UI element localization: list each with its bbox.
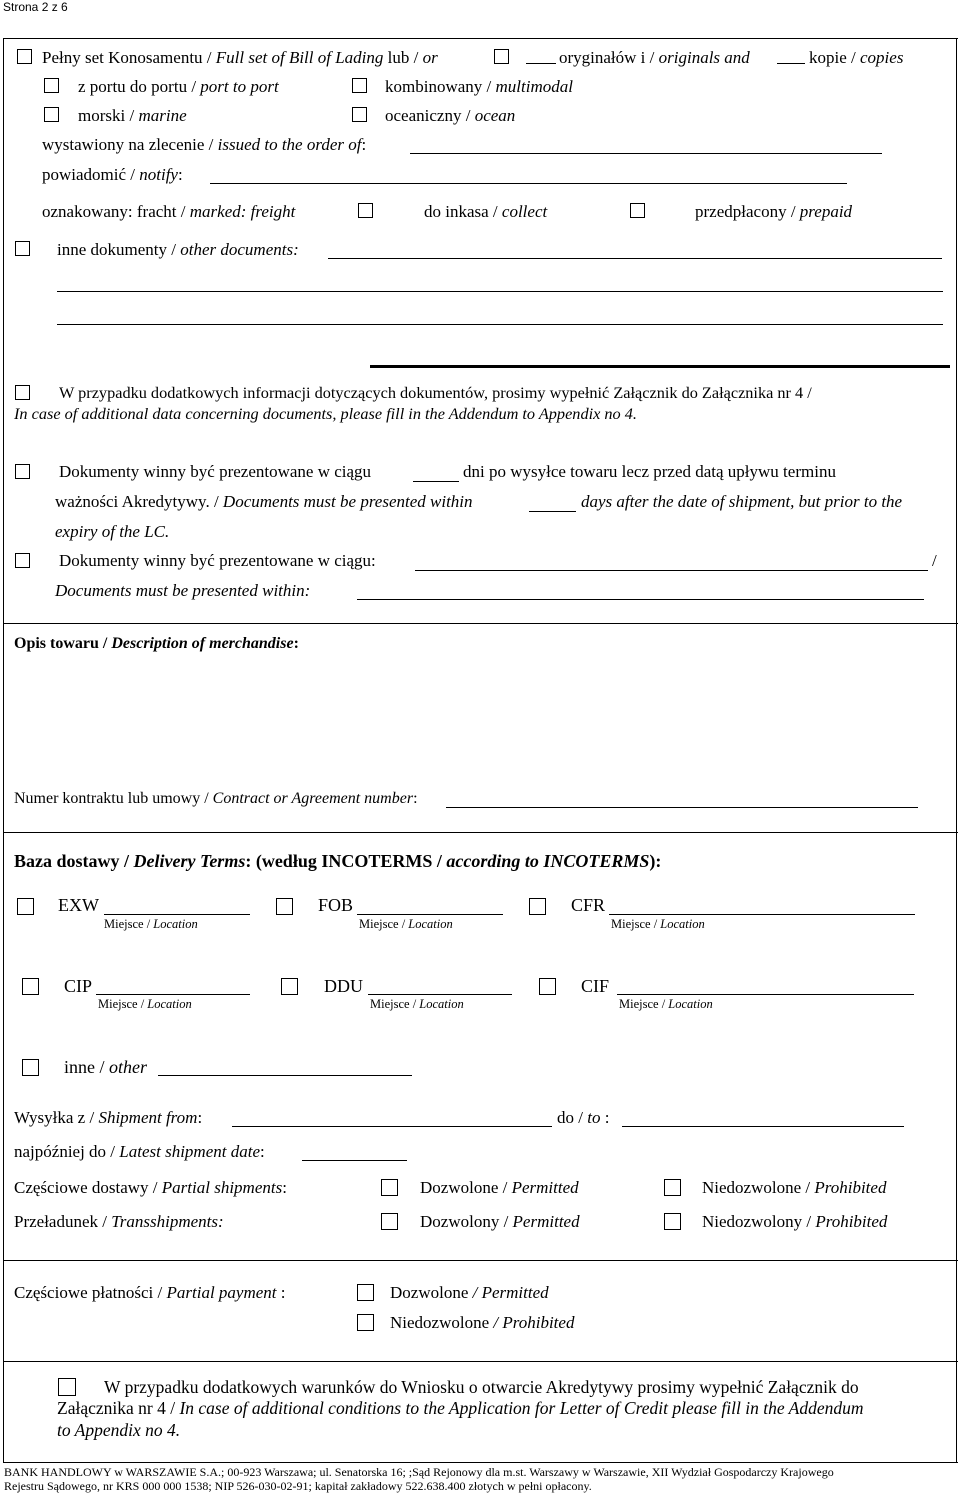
presentation-line-1b: dni po wysyłce towaru lecz przed datą upływu terminu bbox=[463, 462, 836, 481]
other-documents-field-1[interactable] bbox=[328, 258, 942, 259]
delivery-terms-title: Baza dostawy / Delivery Terms: (według INCOTERMS / according to INCOTERMS): bbox=[14, 851, 662, 871]
presentation-within-field[interactable] bbox=[415, 570, 928, 571]
cip-label: CIP bbox=[64, 976, 93, 996]
merchandise-label: Opis towaru / Description of merchandise: bbox=[14, 635, 299, 652]
addendum-checkbox[interactable] bbox=[15, 385, 30, 400]
latest-shipment-field[interactable] bbox=[302, 1160, 407, 1161]
latest-shipment-label: najpóźniej do / Latest shipment date: bbox=[14, 1142, 265, 1161]
cif-location-caption: Miejsce / Location bbox=[619, 997, 713, 1011]
contract-label: Numer kontraktu lub umowy / Contract or Agreement number: bbox=[14, 790, 418, 807]
prepaid-checkbox[interactable] bbox=[630, 203, 645, 218]
notify-field[interactable] bbox=[210, 183, 847, 184]
full-set-label: Pełny set Konosamentu / Full set of Bill of Lading lub / or bbox=[42, 48, 438, 67]
exw-location-caption: Miejsce / Location bbox=[104, 917, 198, 931]
marine-label: morski / marine bbox=[78, 106, 187, 125]
transshipments-label: Przeładunek / Transshipments: bbox=[14, 1212, 224, 1231]
footer-line-2: Rejestru Sądowego, nr KRS 000 000 1538; NIP 526-030-02-91; kapitał zakładowy 522.638.400 złotych w pełni opłacony. bbox=[4, 1479, 592, 1493]
partial-payment-permitted-checkbox[interactable] bbox=[357, 1284, 374, 1301]
page-number: Strona 2 z 6 bbox=[3, 0, 68, 14]
presentation-within-label-en: Documents must be presented within: bbox=[55, 581, 311, 600]
section-divider bbox=[370, 365, 950, 368]
full-set-checkbox[interactable] bbox=[17, 49, 32, 64]
cfr-location-field[interactable] bbox=[609, 914, 915, 915]
collect-label: do inkasa / collect bbox=[424, 202, 548, 221]
cfr-label: CFR bbox=[571, 895, 606, 915]
order-field[interactable] bbox=[410, 153, 882, 154]
cfr-checkbox[interactable] bbox=[529, 898, 546, 915]
presentation-line-3: expiry of the LC. bbox=[55, 522, 170, 541]
partial-payment-prohibited-checkbox[interactable] bbox=[357, 1314, 374, 1331]
footer-line-1: BANK HANDLOWY w WARSZAWIE S.A.; 00-923 Warszawa; ul. Senatorska 16; ;Sąd Rejonowy dla m.st. Warszawy w Warszawie, XII Wydział Gospodarczy Krajowego bbox=[4, 1465, 834, 1479]
transshipments-prohibited-checkbox[interactable] bbox=[664, 1213, 681, 1230]
originals-label: oryginałów i / originals and bbox=[559, 48, 750, 67]
cip-location-caption: Miejsce / Location bbox=[98, 997, 192, 1011]
cfr-location-caption: Miejsce / Location bbox=[611, 917, 705, 931]
collect-checkbox[interactable] bbox=[358, 203, 373, 218]
shipment-from-label: Wysyłka z / Shipment from: bbox=[14, 1108, 203, 1127]
presentation-days-field-en[interactable] bbox=[529, 511, 576, 512]
marine-checkbox[interactable] bbox=[44, 107, 59, 122]
addendum-text-en: In case of additional data concerning documents, please fill in the Addendum to Appendix no 4. bbox=[14, 404, 637, 423]
partial-payment-permitted-label: Dozwolone / Permitted bbox=[390, 1283, 549, 1302]
fob-label: FOB bbox=[318, 895, 354, 915]
order-label: wystawiony na zlecenie / issued to the order of: bbox=[42, 135, 367, 154]
addendum-text-pl: W przypadku dodatkowych informacji dotyczących dokumentów, prosimy wypełnić Załącznik do Załącznika nr 4 / bbox=[59, 383, 812, 402]
presentation-within-field-en[interactable] bbox=[357, 599, 924, 600]
cip-location-field[interactable] bbox=[96, 994, 250, 995]
other-term-checkbox[interactable] bbox=[22, 1059, 39, 1076]
exw-location-field[interactable] bbox=[104, 914, 250, 915]
presentation-line-2b: days after the date of shipment, but prior to the bbox=[581, 492, 903, 511]
shipment-to-field[interactable] bbox=[622, 1126, 904, 1127]
partial-payment-prohibited-label: Niedozwolone / Prohibited bbox=[390, 1313, 575, 1332]
exw-label: EXW bbox=[58, 895, 99, 915]
additional-conditions-checkbox[interactable] bbox=[58, 1378, 76, 1396]
exw-checkbox[interactable] bbox=[17, 898, 34, 915]
other-documents-field-2[interactable] bbox=[57, 291, 943, 292]
ocean-label: oceaniczny / ocean bbox=[385, 106, 516, 125]
other-term-label: inne / other bbox=[64, 1057, 147, 1077]
shipment-from-field[interactable] bbox=[232, 1126, 552, 1127]
partial-shipments-permitted-label: Dozwolone / Permitted bbox=[420, 1178, 579, 1197]
other-documents-field-3[interactable] bbox=[57, 324, 943, 325]
ddu-location-field[interactable] bbox=[368, 994, 512, 995]
shipment-to-label: do / to : bbox=[557, 1108, 610, 1127]
contract-number-field[interactable] bbox=[446, 807, 918, 808]
other-documents-label: inne dokumenty / other documents: bbox=[57, 240, 299, 259]
cif-checkbox[interactable] bbox=[539, 978, 556, 995]
copies-label: kopie / copies bbox=[809, 48, 904, 67]
presentation-within-slash: / bbox=[932, 551, 937, 570]
presentation-line-2: ważności Akredytywy. / Documents must be presented within bbox=[55, 492, 473, 511]
cip-checkbox[interactable] bbox=[22, 978, 39, 995]
partial-shipments-prohibited-checkbox[interactable] bbox=[664, 1179, 681, 1196]
partial-shipments-permitted-checkbox[interactable] bbox=[381, 1179, 398, 1196]
cif-label: CIF bbox=[581, 976, 610, 996]
transshipments-prohibited-label: Niedozwolony / Prohibited bbox=[702, 1212, 888, 1231]
partial-payment-label: Częściowe płatności / Partial payment : bbox=[14, 1283, 286, 1302]
port-to-port-checkbox[interactable] bbox=[44, 78, 59, 93]
originals-count-field[interactable] bbox=[526, 63, 556, 64]
merchandise-description-area[interactable] bbox=[14, 660, 944, 780]
additional-conditions-line-3: to Appendix no 4. bbox=[57, 1420, 181, 1440]
additional-conditions-line-1: W przypadku dodatkowych warunków do Wniosku o otwarcie Akredytywy prosimy wypełnić Załącznik do bbox=[104, 1377, 859, 1397]
transshipments-permitted-label: Dozwolony / Permitted bbox=[420, 1212, 580, 1231]
copies-count-field[interactable] bbox=[777, 63, 805, 64]
presentation-line-1a: Dokumenty winny być prezentowane w ciągu bbox=[59, 462, 372, 481]
marked-label: oznakowany: fracht / marked: freight bbox=[42, 202, 296, 221]
multimodal-checkbox[interactable] bbox=[352, 78, 367, 93]
fob-location-field[interactable] bbox=[357, 914, 503, 915]
partial-shipments-label: Częściowe dostawy / Partial shipments: bbox=[14, 1178, 287, 1197]
presentation-days-field[interactable] bbox=[413, 481, 459, 482]
ddu-label: DDU bbox=[324, 976, 363, 996]
other-term-field[interactable] bbox=[158, 1075, 412, 1076]
ddu-location-caption: Miejsce / Location bbox=[370, 997, 464, 1011]
partial-shipments-prohibited-label: Niedozwolone / Prohibited bbox=[702, 1178, 887, 1197]
ddu-checkbox[interactable] bbox=[281, 978, 298, 995]
prepaid-label: przedpłacony / prepaid bbox=[695, 202, 853, 221]
multimodal-label: kombinowany / multimodal bbox=[385, 77, 573, 96]
presentation-within-label: Dokumenty winny być prezentowane w ciągu: bbox=[59, 551, 376, 570]
transshipments-permitted-checkbox[interactable] bbox=[381, 1213, 398, 1230]
cif-location-field[interactable] bbox=[617, 994, 914, 995]
additional-conditions-line-2: Załącznika nr 4 / In case of additional conditions to the Application for Letter of Credit please fill in the Addendum bbox=[57, 1398, 864, 1418]
fob-checkbox[interactable] bbox=[276, 898, 293, 915]
presentation-within-checkbox[interactable] bbox=[15, 553, 30, 568]
notify-label: powiadomić / notify: bbox=[42, 165, 183, 184]
ocean-checkbox[interactable] bbox=[352, 107, 367, 122]
presentation-days-checkbox[interactable] bbox=[15, 464, 30, 479]
other-documents-checkbox[interactable] bbox=[15, 241, 30, 256]
port-to-port-label: z portu do portu / port to port bbox=[78, 77, 279, 96]
or-checkbox[interactable] bbox=[494, 49, 509, 64]
fob-location-caption: Miejsce / Location bbox=[359, 917, 453, 931]
